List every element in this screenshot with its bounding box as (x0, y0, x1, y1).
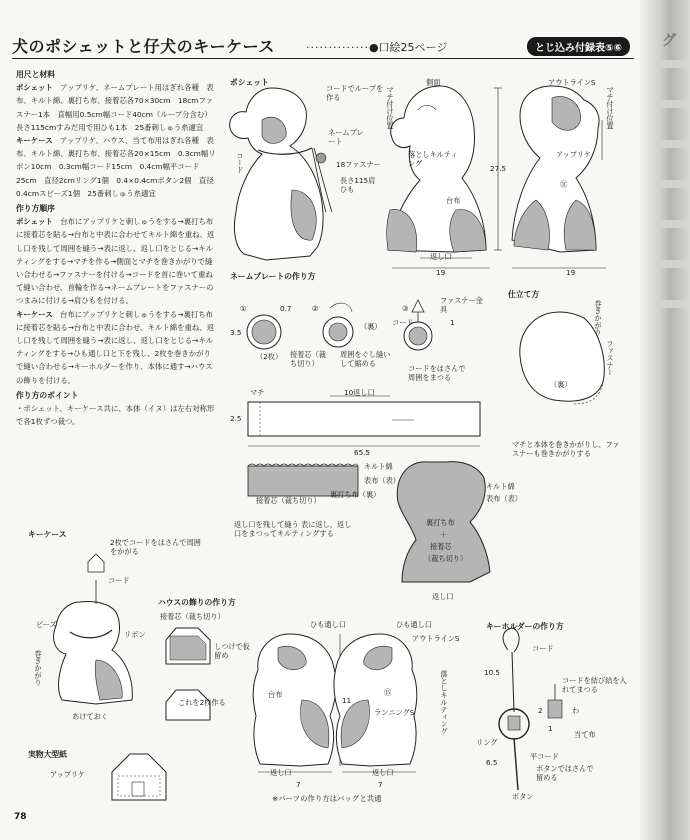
finishing-diagram (520, 312, 604, 404)
finishing-note: マチと本体を巻きかがりし、ファスナーも巻きかがりする (512, 440, 620, 458)
fullsize-applique: アップリケ (50, 770, 86, 779)
next-page-edge-text: グ (662, 33, 676, 49)
ring-label: リング (476, 738, 498, 747)
base-cloth-label: 台布 (446, 196, 461, 205)
batting-label: キルト綿 (364, 462, 393, 471)
dim-6-5: 6.5 (486, 758, 498, 767)
width-7-a: 7 (296, 780, 301, 789)
batting-label-2: キルト綿 (486, 482, 515, 491)
backing-label: 裏打ち布（裏） (330, 490, 381, 499)
pochette-heading: ポシェット (230, 78, 269, 87)
step-2: ② (312, 304, 319, 313)
flat-cord-label: 平コード (530, 752, 559, 761)
fastener-label: 18ファスナー (336, 160, 381, 169)
pochette-side-pattern (387, 86, 502, 268)
reverse-side: （裏） (360, 322, 382, 331)
supplement-badge: とじ込み付録表⑤⑥ (527, 37, 630, 56)
step-1: ① (240, 304, 247, 313)
step-3: ③ (402, 304, 409, 313)
string-opening-a: ひも通し口 (310, 620, 346, 629)
opening-b: 返し口 (372, 768, 394, 777)
cord-label: コード (236, 152, 245, 174)
pattern-number-15: ⑮ (384, 688, 392, 697)
pattern-number-31: ㉛ (560, 180, 568, 189)
fastener-label-2: ファスナー (606, 340, 615, 376)
height-11: 11 (342, 696, 352, 705)
width-7-b: 7 (378, 780, 383, 789)
dim-10-5: 10.5 (484, 668, 501, 677)
dim-2: 2 (538, 706, 543, 715)
plus-sign: ＋ (440, 530, 448, 539)
interfacing-label: 接着芯（裁ち切り） (290, 350, 326, 368)
page-title: 犬のポシェットと仔犬のキーケース (12, 37, 275, 56)
finishing-heading: 仕立て方 (508, 290, 540, 299)
keyholder-heading: キーホルダーの作り方 (486, 622, 564, 631)
house-interfacing: 接着芯（裁ち切り） (160, 612, 225, 621)
applique-label: アップリケ (556, 150, 592, 159)
materials-pochette-text: アップリケ、ネームプレート用はぎれ各種 表布、キルト綿、裏打ち布、接着芯各70×30cm 18cmファスナー1本 直幅用0.5cm幅コード40cm（ループ分含む）長さ115cmすみだ用で用ひも1本 25番刺しゅう糸適宜 (16, 83, 214, 132)
house-heading: ハウスの飾りの作り方 (158, 598, 236, 607)
whip-stitch-label: 巻きかがり (594, 300, 603, 336)
face-fabric-label: 表布（表） (364, 476, 400, 485)
page-number: 78 (14, 812, 27, 822)
fullsize-house-diagram (112, 754, 166, 800)
procedure-keycase-label: キーケース (16, 309, 53, 319)
center-cut: （裁ち切り） (424, 554, 468, 563)
ribbon-label: リボン (124, 630, 146, 639)
procedure-keycase-text: 台布にアップリケと刺しゅうをする→裏打ち布に接着芯を貼る→台布と中表に合わせ、キルト綿を重ね、返し口を残して周囲を縫う→表に返し、返し口をとじる→キルティングをする→ひも通し口と下を残し、2枚を巻きかがりで縫い合わせる→キーホルダーを作り、本体に通す→ハウスの飾りを付ける。 (16, 309, 215, 385)
footer-note: ※パーツの作り方はバッグと共通 (272, 794, 382, 803)
materials-keycase-label: キーケース (16, 136, 53, 146)
pochette-front-diagram (230, 88, 332, 260)
gusset-position-label-2: マチ付け位置 (606, 86, 615, 130)
opening-10-label: 10返し口 (344, 388, 375, 397)
name-plate-label: ネームプレート (328, 128, 364, 146)
running-stitch: ランニングS (374, 708, 415, 717)
side-label: 側面 (426, 78, 441, 87)
nameplate-heading: ネームプレートの作り方 (230, 272, 316, 281)
pochette-applique-pattern (512, 86, 606, 268)
layers-note: 返し口を残して縫う 表に返し、返し口をまつってキルティングする (234, 520, 352, 538)
width-19-side: 19 (436, 268, 446, 277)
strap-label: 長さ115肩ひも (340, 176, 376, 194)
sandwich-cord-note: 2枚でコードをはさんで周囲をかがる (110, 538, 201, 556)
opening-label-2: 返し口 (432, 592, 454, 601)
beads-label: ビーズ (36, 620, 57, 629)
materials-pochette-label: ポシェット (16, 83, 53, 93)
base-cloth-keycase: 台布 (268, 690, 283, 699)
gusset-strip-diagram (248, 396, 480, 446)
center-interfacing: 接着芯 (430, 542, 452, 551)
fold-label: わ (572, 706, 580, 715)
dim-65-5: 65.5 (354, 448, 371, 457)
interfacing-label-2: 接着芯（裁ち切り） (256, 496, 321, 505)
knot-note: コードを結び結を入れてまつる (562, 676, 627, 694)
outline-stitch-b: アウトラインS (412, 634, 460, 643)
fullsize-heading: 実物大型紙 (28, 750, 67, 759)
procedure-heading: 作り方順序 (16, 204, 55, 214)
string-opening-b: ひも通し口 (396, 620, 432, 629)
face-fabric-label-2: 表布（表） (486, 494, 522, 503)
photo-page-ref: ●口絵25ページ (368, 41, 448, 54)
whip-label-2: 巻きかがり (34, 650, 43, 686)
outline-stitch-label: アウトラインS (548, 78, 596, 87)
quilting-label: 落としキルティング (408, 150, 458, 168)
leave-open-label: あけておく (72, 712, 108, 721)
patch-label: 当て布 (574, 730, 596, 739)
make-two-label: これを2枚作る (178, 698, 226, 707)
points-heading: 作り方のポイント (16, 390, 79, 400)
keycase-heading: キーケース (28, 530, 67, 539)
sandwich-cord-label: コードをはさんで周囲をまつる (408, 364, 466, 382)
tack-label: しつけで仮留め (214, 642, 250, 660)
dim-1: 1 (450, 318, 455, 327)
button-note: ボタンではさんで留める (536, 764, 594, 782)
materials-heading: 用尺と材料 (16, 70, 55, 79)
gather-label: 周囲をぐし縫いして縮める (340, 350, 391, 368)
height-27-5: 27.5 (490, 164, 507, 173)
procedure-pochette-text: 台布にアップリケと刺しゅうをする→裏打ち布に接着芯を貼る→台布と中表に合わせてキルト綿を重ね、返し口を残して周囲を縫う→表に返し、返し口をとじる→キルティングをする→マチを作る→側面とマチを巻きかがりで縫い合わせる→ファスナーを付ける→コードを首に巻いて重ねて縫い合わせ、首輪を作る→ネームプレートをファスナーのつまみに付ける→肩ひもを付ける。 (16, 217, 215, 306)
gusset-label: マチ (250, 388, 265, 397)
fastener-metal-label: ファスナー金具 (440, 296, 483, 314)
opening-label: 返し口 (430, 252, 452, 261)
width-19-applique: 19 (566, 268, 576, 277)
cord-label-2: コード (392, 318, 414, 327)
center-backing: 裏打ち布 (426, 518, 455, 527)
keycase-part-a-diagram (253, 634, 340, 772)
dim-2-5: 2.5 (230, 414, 242, 423)
gusset-position-label: マチ付け位置 (386, 86, 395, 130)
reverse-label: （裏） (550, 380, 572, 389)
dim-3-5: 3.5 (230, 328, 242, 337)
materials-keycase-text: アップリケ、ハウス、当て布用はぎれ各種 表布、キルト綿、裏打ち布、接着芯各20×15cm 0.3cm幅リボン10cm 0.3cm幅コード15cm 0.4cm幅平コード25cm 直径2cmリング1個 0.4×0.4cmボタン2個 直径0.4cmスビーズ1個 25番刺しゅう糸適宜 (16, 136, 216, 198)
button-label: ボタン (512, 792, 534, 801)
dim-0-7: 0.7 (280, 304, 292, 313)
leader-dots: ·············· (306, 41, 369, 54)
cord-label-3: コード (108, 576, 130, 585)
quilting-b: 落としキルティング (440, 670, 449, 735)
cord-loop-label: コードでループを作る (326, 84, 384, 102)
keyholder-cord: コード (532, 644, 554, 653)
dim-1-b: 1 (548, 724, 553, 733)
procedure-pochette-label: ポシェット (16, 217, 53, 227)
two-pieces: （2枚） (256, 352, 283, 361)
opening-a: 返し口 (270, 768, 292, 777)
points-text: ・ポシェット、キーケース共に、本体（イヌ）は左右対称形で各1枚ずつ裁つ。 (16, 404, 215, 427)
